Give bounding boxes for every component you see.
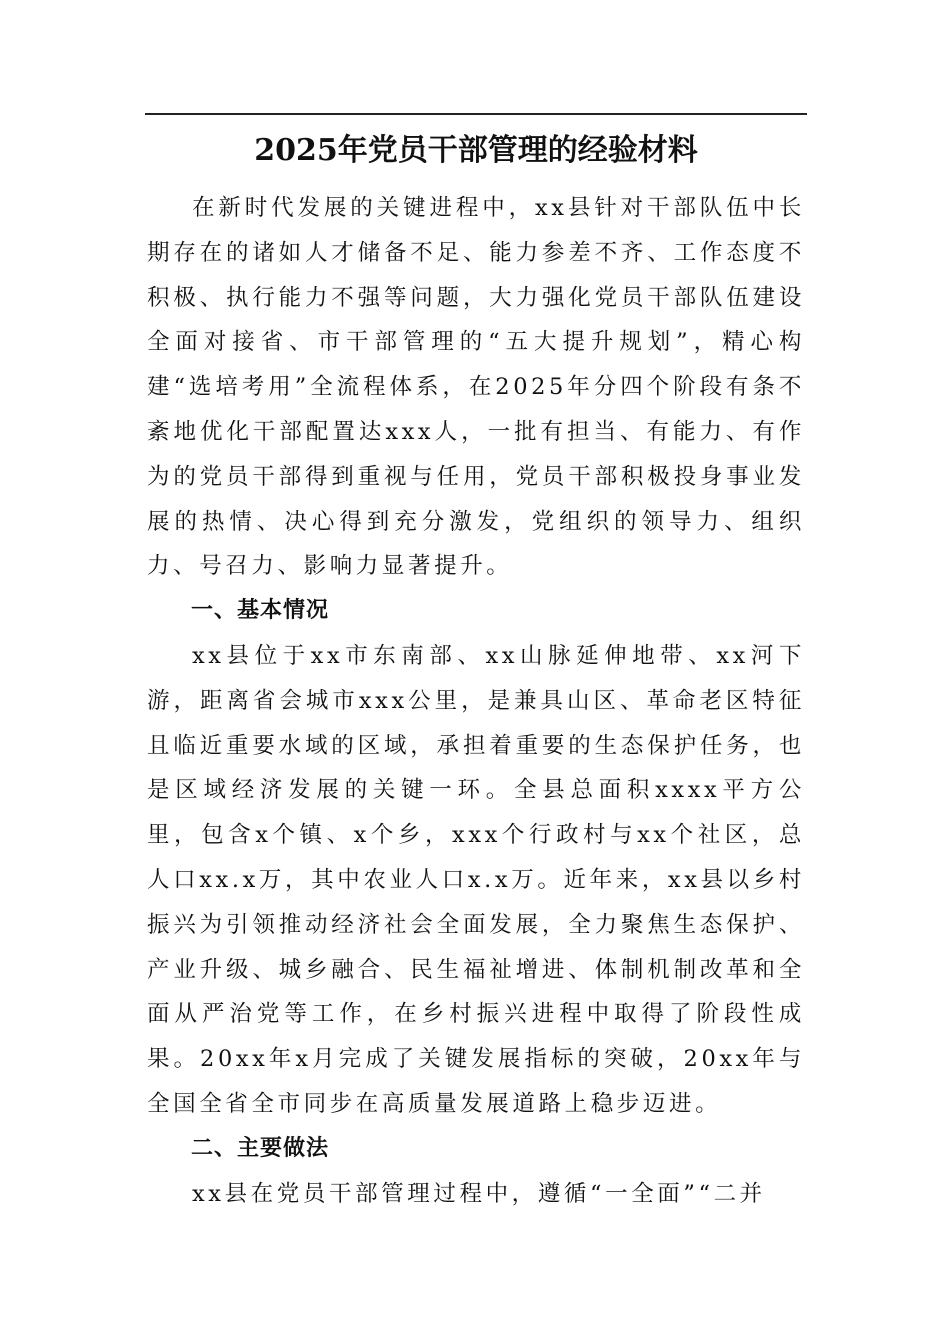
main-practices-paragraph: xx县在党员干部管理过程中，遵循“一全面”“二并 bbox=[192, 1180, 766, 1207]
basic-situation-paragraph: xx县位于xx市东南部、xx山脉延伸地带、xx河下游，距离省会城市xxx公里，是兼具山区、革命老区特征且临近重要水域的区域，承担着重要的生态保护任务，也是区域经济发展的关键一环。全县总面积xxxx平方公里，包含x个镇、x个乡，xxx个行政村与xx个社区，总人口xx.x万，其中农业人口x.x万。近年来，xx县以乡村振兴为引领推动经济社会全面发展，全力聚焦生态保护、产业升级、城乡融合、民生福祉增进、体制机制改革和全面从严治党等工作，在乡村振兴进程中取得了阶段性成果。20xx年x月完成了关键发展指标的突破，20xx年与全国全省全市同步在高质量发展道路上稳步迈进。 bbox=[147, 642, 805, 1117]
document-title: 2025年党员干部管理的经验材料 bbox=[254, 133, 698, 168]
intro-paragraph: 在新时代发展的关键进程中，xx县针对干部队伍中长期存在的诸如人才储备不足、能力参差不齐、工作态度不积极、执行能力不强等问题，大力强化党员干部队伍建设全面对接省、市干部管理的“五大提升规划”，精心构建“选培考用”全流程体系，在2025年分四个阶段有条不紊地优化干部配置达xxx人，一批有担当、有能力、有作为的党员干部得到重视与任用，党员干部积极投身事业发展的热情、决心得到充分激发，党组织的领导力、组织力、号召力、影响力显著提升。 bbox=[147, 195, 805, 580]
document-body bbox=[147, 186, 805, 1216]
header-rule bbox=[145, 113, 807, 115]
section-heading-main-practices: 二、主要做法 bbox=[191, 1135, 330, 1161]
section-heading-basic-situation: 一、基本情况 bbox=[191, 598, 330, 624]
